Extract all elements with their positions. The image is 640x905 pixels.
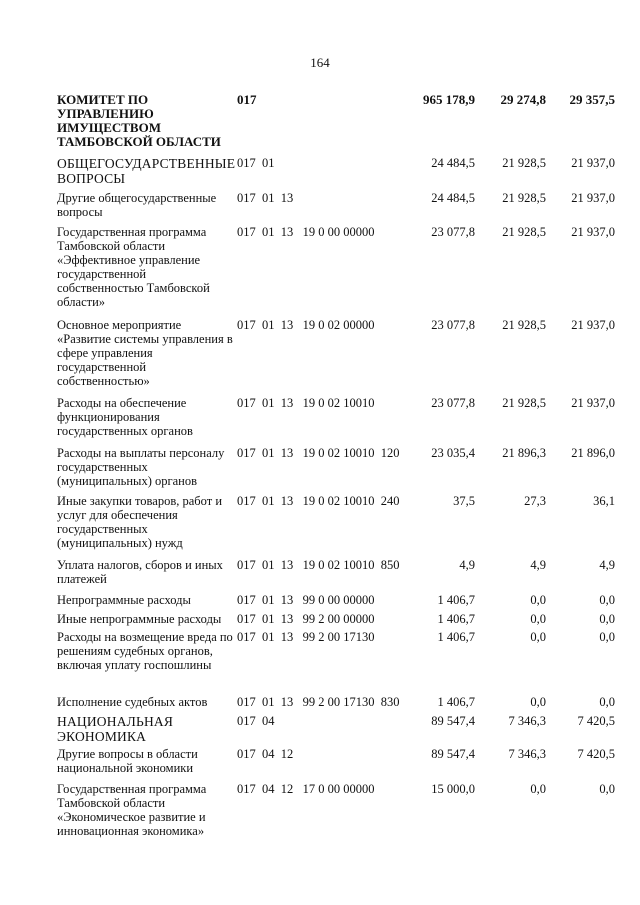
row-value-3: 7 420,5 [577,714,615,728]
row-value-1: 4,9 [459,558,475,572]
row-name: Иные закупки товаров, работ и услуг для обеспечения государственных (муниципальных) нужд [57,494,223,550]
row-value-2: 0,0 [530,695,546,709]
row-value-3: 0,0 [599,612,615,626]
row-value-1: 23 077,8 [431,396,475,410]
page-number: 164 [310,55,330,70]
row-name: Государственная программа Тамбовской области «Эффективное управление государственной собственностью Тамбовской области» [57,225,210,309]
row-value-3: 4,9 [599,558,615,572]
row-name: Расходы на выплаты персоналу государственных (муниципальных) органов [57,446,225,488]
row-value-3: 0,0 [599,630,615,644]
row-name: Расходы на возмещение вреда по решениям судебных органов, включая уплату госпошлины [57,630,233,672]
row-value-2: 0,0 [530,782,546,796]
row-code: 017 01 13 99 2 00 17130 830 [237,695,400,709]
row-code: 017 01 13 99 2 00 00000 [237,612,375,626]
row-code: 017 01 13 99 2 00 17130 [237,630,375,644]
row-code: 017 01 13 19 0 02 10010 850 [237,558,400,572]
row-value-3: 0,0 [599,593,615,607]
row-name: ОБЩЕГОСУДАРСТВЕННЫЕ ВОПРОСЫ [57,156,236,186]
row-value-3: 0,0 [599,695,615,709]
row-value-3: 7 420,5 [577,747,615,761]
row-value-3: 21 937,0 [571,396,615,410]
row-name: КОМИТЕТ ПО УПРАВЛЕНИЮ ИМУЩЕСТВОМ ТАМБОВСКОЙ ОБЛАСТИ [57,92,221,149]
row-value-2: 21 928,5 [502,225,546,239]
row-value-2: 7 346,3 [508,747,546,761]
row-value-1: 23 077,8 [431,318,475,332]
row-code: 017 01 13 19 0 02 10010 [237,396,375,410]
row-name: НАЦИОНАЛЬНАЯ ЭКОНОМИКА [57,714,174,744]
row-value-3: 0,0 [599,782,615,796]
row-name: Основное мероприятие «Развитие системы управления в сфере управления государственной собственностью» [57,318,233,388]
row-value-2: 29 274,8 [500,92,546,107]
row-value-3: 21 937,0 [571,156,615,170]
row-value-3: 36,1 [593,494,615,508]
row-name: Непрограммные расходы [57,593,191,607]
row-value-2: 27,3 [524,494,546,508]
row-value-3: 29 357,5 [569,92,615,107]
row-name: Уплата налогов, сборов и иных платежей [57,558,223,586]
row-value-1: 1 406,7 [437,612,475,626]
row-name: Иные непрограммные расходы [57,612,222,626]
row-value-2: 21 928,5 [502,156,546,170]
row-name: Расходы на обеспечение функционирования государственных органов [57,396,193,438]
row-code: 017 01 13 19 0 02 00000 [237,318,375,332]
row-value-2: 21 928,5 [502,396,546,410]
row-value-2: 0,0 [530,612,546,626]
row-code: 017 01 13 [237,191,294,205]
row-value-1: 965 178,9 [423,92,475,107]
row-code: 017 01 13 19 0 00 00000 [237,225,375,239]
row-code: 017 04 12 17 0 00 00000 [237,782,375,796]
row-code: 017 01 [237,156,275,170]
row-code: 017 01 13 99 0 00 00000 [237,593,375,607]
row-value-3: 21 937,0 [571,191,615,205]
row-value-1: 89 547,4 [431,714,475,728]
row-value-1: 24 484,5 [431,191,475,205]
row-value-1: 24 484,5 [431,156,475,170]
row-value-1: 37,5 [453,494,475,508]
row-value-1: 89 547,4 [431,747,475,761]
row-code: 017 04 12 [237,747,294,761]
row-value-1: 1 406,7 [437,695,475,709]
row-value-2: 4,9 [530,558,546,572]
row-name: Исполнение судебных актов [57,695,208,709]
row-name: Другие общегосударственные вопросы [57,191,217,219]
row-code: 017 04 [237,714,275,728]
row-name: Государственная программа Тамбовской области «Экономическое развитие и инновационная экономика» [57,782,207,838]
row-code: 017 01 13 19 0 02 10010 120 [237,446,400,460]
row-value-3: 21 937,0 [571,318,615,332]
row-code: 017 [237,92,257,107]
row-value-3: 21 937,0 [571,225,615,239]
row-value-2: 7 346,3 [508,714,546,728]
row-value-2: 0,0 [530,593,546,607]
row-value-1: 1 406,7 [437,593,475,607]
row-value-1: 1 406,7 [437,630,475,644]
row-value-2: 21 928,5 [502,318,546,332]
row-value-2: 21 928,5 [502,191,546,205]
row-value-1: 23 077,8 [431,225,475,239]
row-value-2: 0,0 [530,630,546,644]
row-value-1: 15 000,0 [431,782,475,796]
row-value-3: 21 896,0 [571,446,615,460]
row-name: Другие вопросы в области национальной экономики [57,747,198,775]
row-value-2: 21 896,3 [502,446,546,460]
row-code: 017 01 13 19 0 02 10010 240 [237,494,400,508]
row-value-1: 23 035,4 [431,446,475,460]
